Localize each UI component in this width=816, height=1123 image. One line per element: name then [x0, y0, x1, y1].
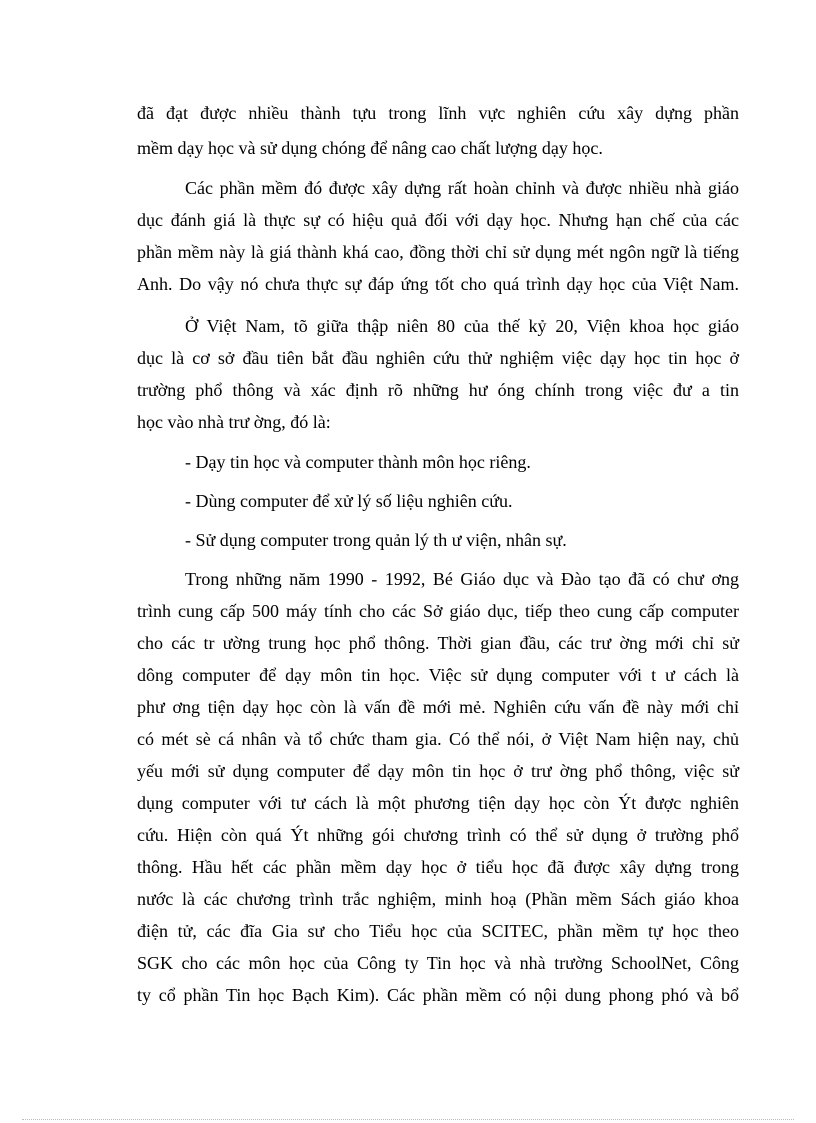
text-line: có mét sè cá nhân và tổ chức tham gia. Có thể nói, ở Việt Nam hiện nay, chủ — [137, 729, 739, 749]
text-line: ty cổ phần Tin học Bạch Kim). Các phần mềm có nội dung phong phó và bổ — [137, 985, 739, 1005]
text-line: phư ơng tiện dạy học còn là vấn đề mới mẻ. Nghiên cứu vấn đề này mới chỉ — [137, 697, 739, 717]
text-line: học vào nhà trư ờng, đó là: — [137, 412, 331, 432]
bullet-item: - Dạy tin học và computer thành môn học riêng. — [185, 452, 531, 472]
bullet-item: - Dùng computer để xử lý số liệu nghiên cứu. — [185, 491, 513, 511]
text-line: cho các tr ường trung học phổ thông. Thời gian đầu, các trư ờng mới chỉ sử — [137, 633, 739, 653]
text-line: nước là các chương trình trắc nghiệm, minh hoạ (Phần mềm Sách giáo khoa — [137, 889, 739, 909]
text-line: Anh. Do vậy nó chưa thực sự đáp ứng tốt cho quá trình dạy học của Việt Nam. — [137, 274, 739, 294]
text-line: mềm dạy học và sử dụng chóng để nâng cao chất lượng dạy học. — [137, 138, 603, 158]
text-line: phần mềm này là giá thành khá cao, đồng thời chỉ sử dụng mét ngôn ngữ là tiếng — [137, 242, 739, 262]
text-line: Trong những năm 1990 - 1992, Bé Giáo dục và Đào tạo đã có chư ơng — [185, 569, 739, 589]
text-line: dục đánh giá là thực sự có hiệu quả đối với dạy học. Nhưng hạn chế của các — [137, 210, 739, 230]
text-line: đã đạt được nhiều thành tựu trong lĩnh vực nghiên cứu xây dựng phần — [137, 103, 739, 123]
text-line: yếu mới sử dụng computer để dạy môn tin học ở trư ờng phổ thông, việc sử — [137, 761, 739, 781]
text-line: dụng computer với tư cách là một phương tiện dạy học còn Ýt được nghiên — [137, 793, 739, 813]
text-line: dông computer để dạy môn tin học. Việc sử dụng computer với t ư cách là — [137, 665, 739, 685]
text-line: Các phần mềm đó được xây dựng rất hoàn chỉnh và được nhiều nhà giáo — [185, 178, 739, 198]
page-bottom-divider — [22, 1119, 794, 1120]
text-line: Ở Việt Nam, tõ giữa thập niên 80 của thế kỷ 20, Viện khoa học giáo — [185, 316, 739, 336]
text-line: cứu. Hiện còn quá Ýt những gói chương trình có thể sử dụng ở trường phổ — [137, 825, 739, 845]
text-line: SGK cho các môn học của Công ty Tin học và nhà trường SchoolNet, Công — [137, 953, 739, 973]
text-line: trình cung cấp 500 máy tính cho các Sở giáo dục, tiếp theo cung cấp computer — [137, 601, 739, 621]
text-line: dục là cơ sở đầu tiên bắt đầu nghiên cứu thử nghiệm việc dạy học tin học ở — [137, 348, 739, 368]
text-line: điện tử, các đĩa Gia sư cho Tiểu học của SCITEC, phần mềm tự học theo — [137, 921, 739, 941]
bullet-item: - Sử dụng computer trong quản lý th ư viện, nhân sự. — [185, 530, 567, 550]
text-line: trường phổ thông và xác định rõ những hư óng chính trong việc đư a tin — [137, 380, 739, 400]
text-line: thông. Hầu hết các phần mềm dạy học ở tiểu học đã được xây dựng trong — [137, 857, 739, 877]
